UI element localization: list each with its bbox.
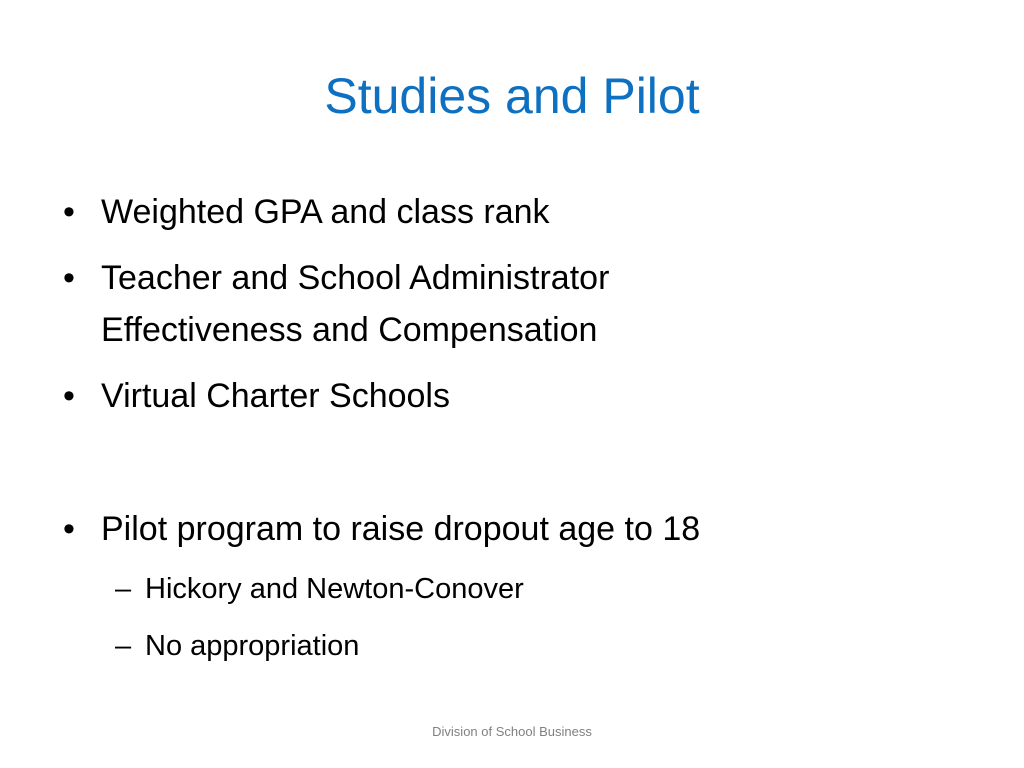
bullet-text: Weighted GPA and class rank: [101, 193, 550, 231]
dash-icon: –: [115, 573, 132, 605]
bullet-item-virtual-charter: [63, 370, 901, 422]
sub-bullet-text: No appropriation: [145, 630, 360, 662]
slide-footer: Division of School Business: [432, 724, 592, 739]
bullet-text: Virtual Charter Schools: [101, 377, 450, 415]
bullet-item-pilot-program: [63, 503, 901, 555]
dash-icon: –: [115, 630, 132, 662]
sub-bullet-item-hickory: [115, 569, 905, 609]
bullet-text: Pilot program to raise dropout age to 18: [101, 510, 701, 548]
sub-bullet-item-no-appropriation: [115, 626, 905, 666]
bullet-item-weighted-gpa: [63, 186, 901, 238]
bullet-item-teacher-effectiveness: [63, 252, 901, 356]
bullet-text-line-2: Effectiveness and Compensation: [101, 311, 598, 349]
bullet-icon: •: [63, 259, 75, 297]
bullet-icon: •: [63, 377, 75, 415]
sub-bullet-text: Hickory and Newton-Conover: [145, 573, 524, 605]
bullet-icon: •: [63, 510, 75, 548]
bullet-icon: •: [63, 193, 75, 231]
bullet-text-line-1: Teacher and School Administrator: [101, 259, 610, 297]
slide-title: Studies and Pilot: [324, 68, 700, 124]
